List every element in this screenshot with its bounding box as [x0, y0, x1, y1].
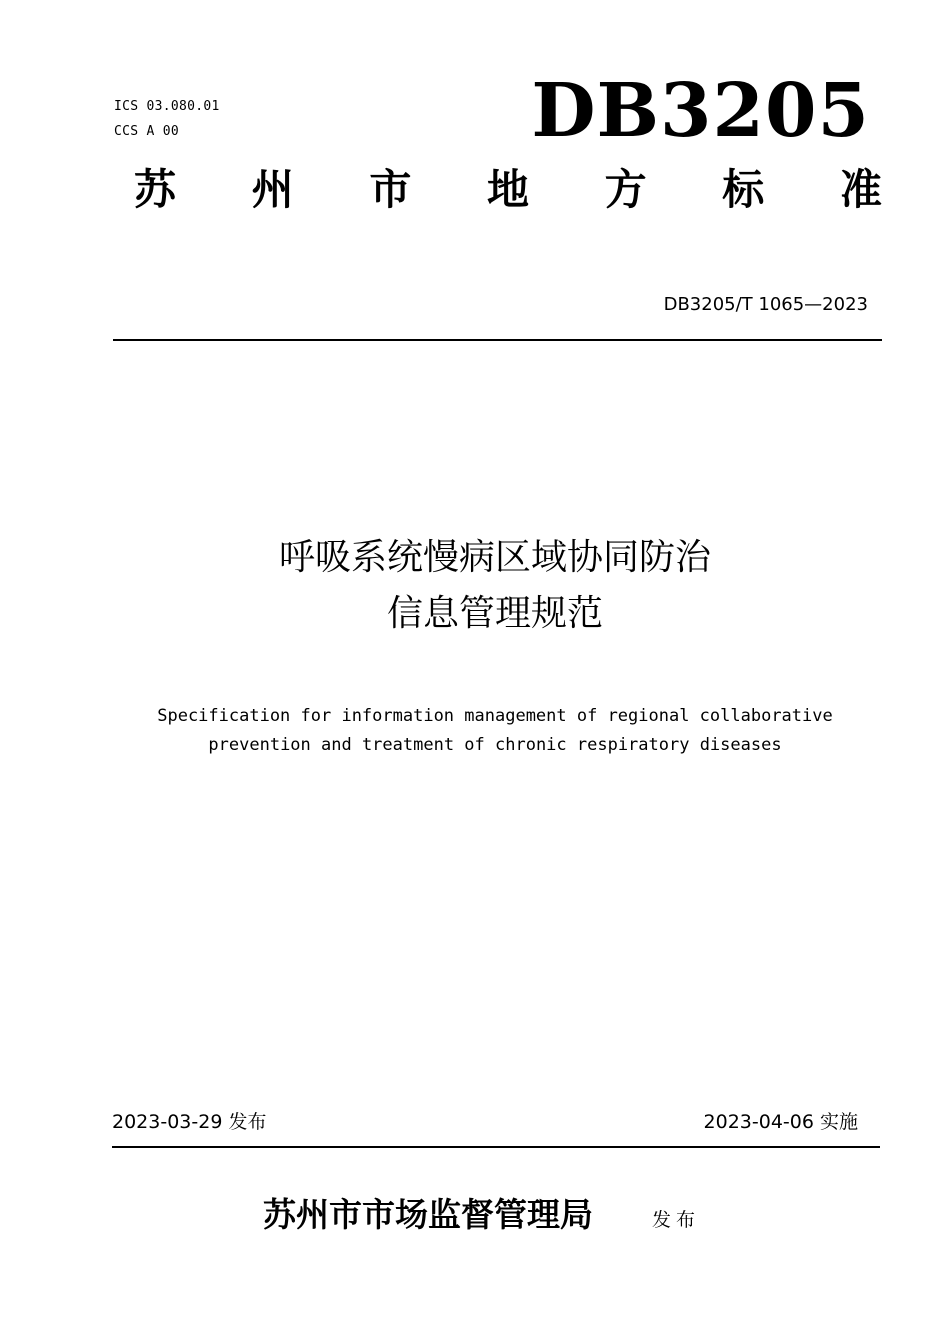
bottom-divider	[112, 1146, 880, 1148]
standard-type-char: 市	[369, 165, 412, 214]
standard-type-title	[134, 162, 882, 218]
standard-type-char: 方	[604, 165, 647, 214]
english-title	[0, 702, 950, 760]
chinese-title	[0, 530, 950, 642]
implementation-date: 2023-04-06 实施	[703, 1111, 858, 1133]
english-title-line-2: prevention and treatment of chronic respiratory diseases	[208, 735, 782, 755]
issuing-authority: 苏州市市场监督管理局	[263, 1195, 593, 1234]
standard-type-char: 地	[486, 165, 529, 214]
ccs-code: CCS A 00	[114, 124, 180, 139]
english-title-line-1: Specification for information management of regional collaborative	[157, 706, 833, 726]
issue-label: 发布	[652, 1209, 701, 1231]
publish-date: 2023-03-29 发布	[112, 1111, 267, 1133]
standard-prefix-code: DB3205	[531, 68, 870, 154]
ics-code: ICS 03.080.01	[114, 99, 220, 114]
standard-type-char: 州	[251, 165, 294, 214]
top-divider	[113, 339, 882, 341]
standard-type-char: 苏	[134, 165, 177, 214]
standard-type-char: 准	[839, 165, 882, 214]
standard-number: DB3205/T 1065—2023	[663, 294, 868, 315]
chinese-title-line-1: 呼吸系统慢病区域协同防治	[278, 537, 711, 578]
chinese-title-line-2: 信息管理规范	[386, 593, 603, 634]
classification-codes	[114, 94, 220, 144]
standard-type-char: 标	[722, 165, 765, 214]
